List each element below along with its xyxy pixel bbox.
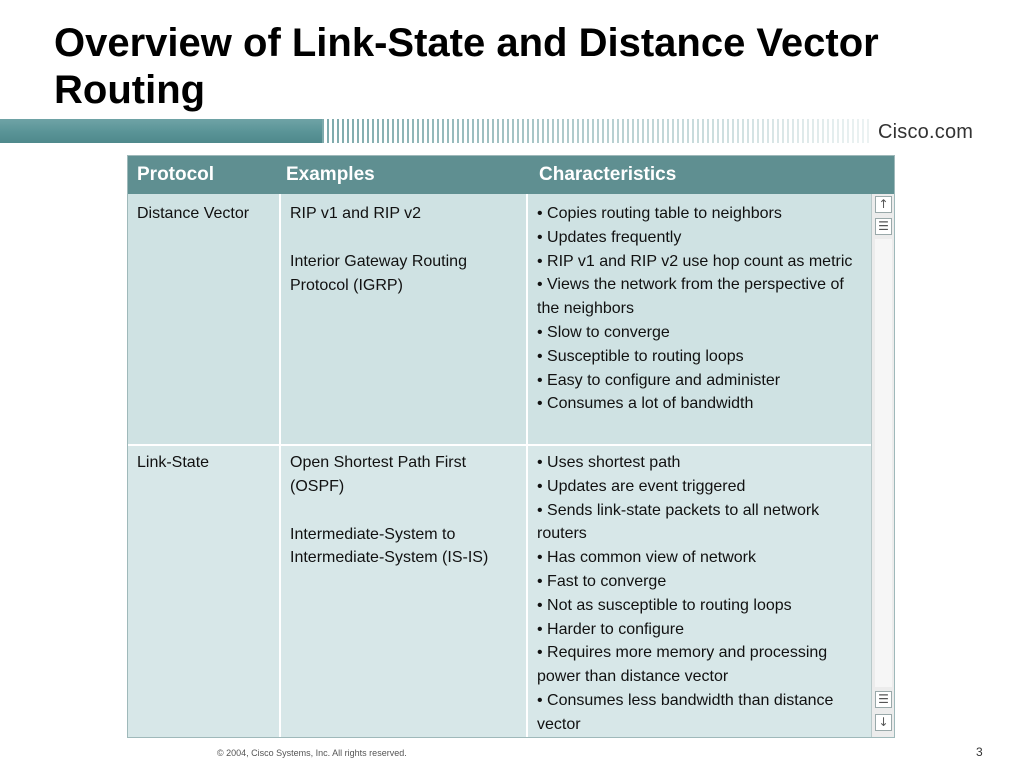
header-examples: Examples: [286, 164, 375, 185]
scroll-down-arrow-icon[interactable]: ↓: [875, 714, 892, 731]
cisco-logo-text: Cisco.com: [878, 121, 974, 143]
characteristic-item: • Consumes less bandwidth than distance vector: [537, 691, 834, 733]
characteristic-item: • RIP v1 and RIP v2 use hop count as metric: [537, 252, 853, 270]
characteristics-cell: [526, 194, 871, 444]
slide-title: Overview of Link-State and Distance Vector Routing: [54, 21, 879, 112]
characteristic-item: • Fast to converge: [537, 572, 667, 590]
protocol-cell: Distance Vector: [137, 205, 250, 222]
characteristic-item: • Susceptible to routing loops: [537, 347, 744, 365]
example-item: RIP v1 and RIP v2: [290, 205, 422, 222]
characteristic-item: • Views the network from the perspective of the neighbors: [537, 276, 844, 318]
characteristic-item: • Not as susceptible to routing loops: [537, 596, 792, 614]
characteristic-item: • Easy to configure and administer: [537, 371, 781, 389]
header-banner: [0, 119, 1024, 143]
example-item: Open Shortest Path First (OSPF): [290, 454, 467, 495]
banner-solid-bar: [0, 119, 322, 143]
routing-comparison-table: [127, 155, 895, 738]
example-item: Interior Gateway Routing Protocol (IGRP): [290, 252, 467, 294]
table-scrollbar[interactable]: [871, 194, 894, 737]
header-characteristics: Characteristics: [539, 164, 677, 185]
example-item: Intermediate-System to Intermediate-System (IS-IS): [290, 525, 489, 567]
scroll-thumb-grip-icon[interactable]: ☰: [875, 691, 892, 708]
banner-stripe-pattern: [322, 119, 870, 143]
scroll-thumb-grip-icon[interactable]: ☰: [875, 218, 892, 235]
examples-cell: [279, 194, 525, 444]
characteristic-item: • Sends link-state packets to all network routers: [537, 501, 820, 543]
example-spacer: [290, 226, 517, 250]
characteristic-item: • Updates are event triggered: [537, 477, 746, 495]
characteristic-item: • Requires more memory and processing power than distance vector: [537, 644, 828, 686]
scroll-up-arrow-icon[interactable]: ↑: [875, 196, 892, 213]
characteristic-item: • Has common view of network: [537, 549, 757, 567]
examples-cell: [279, 446, 525, 737]
characteristic-item: • Slow to converge: [537, 323, 670, 341]
table-row-distance-vector: [128, 194, 871, 446]
characteristic-item: • Harder to configure: [537, 620, 685, 638]
characteristic-item: • Copies routing table to neighbors: [537, 205, 782, 222]
page-number: 3: [976, 745, 983, 759]
table-row-link-state: [128, 446, 871, 737]
table-header: [128, 156, 894, 194]
characteristic-item: • Consumes a lot of bandwidth: [537, 395, 754, 413]
characteristics-cell: [526, 446, 871, 737]
characteristic-item: • Updates frequently: [537, 228, 682, 246]
characteristic-item: • Uses shortest path: [537, 454, 681, 471]
header-protocol: Protocol: [137, 164, 215, 185]
scroll-track[interactable]: [875, 239, 892, 687]
example-spacer: [290, 499, 517, 523]
copyright-footer: © 2004, Cisco Systems, Inc. All rights reserved.: [217, 748, 407, 758]
protocol-cell: Link-State: [137, 454, 210, 471]
